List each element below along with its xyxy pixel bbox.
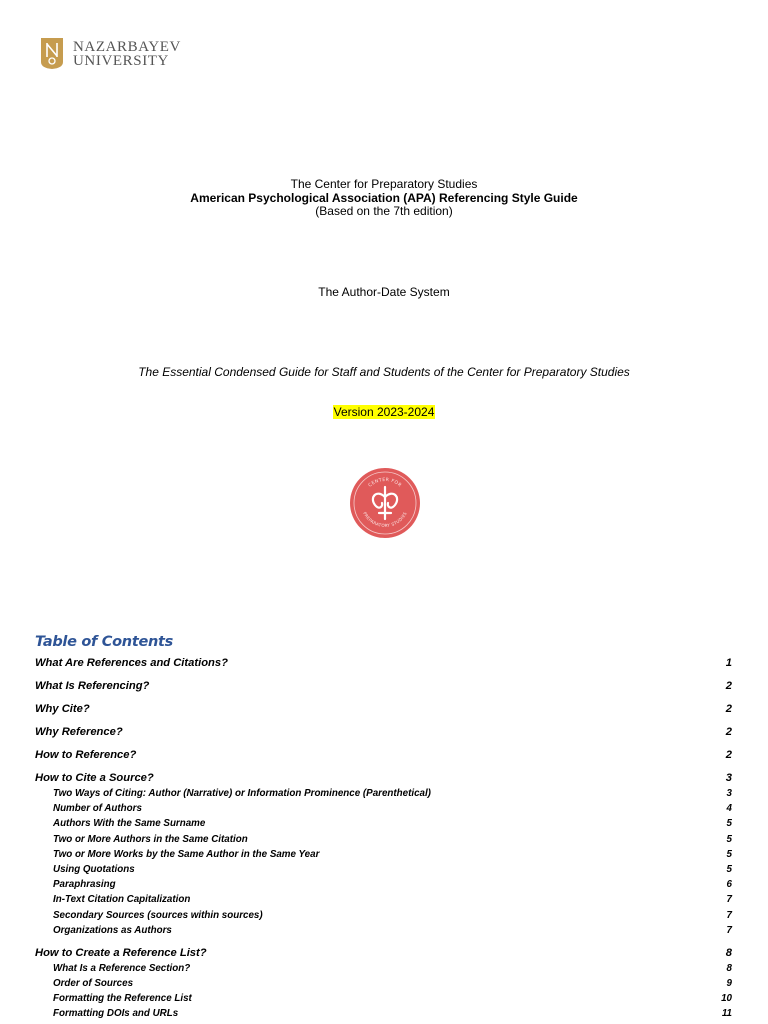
toc-entry[interactable]: [35, 725, 732, 740]
university-name: [73, 40, 181, 68]
toc-entry-page: 2: [725, 726, 732, 738]
toc-entry-title: Paraphrasing: [53, 879, 116, 891]
toc-entry-page: 8: [726, 962, 732, 974]
toc-entry-title: What Is a Reference Section?: [53, 962, 191, 974]
version-label: [0, 405, 768, 419]
toc-subentry[interactable]: [35, 877, 732, 892]
toc-subentry[interactable]: [35, 908, 732, 923]
toc-subentry[interactable]: [35, 832, 732, 847]
svg-text:CENTER FOR: CENTER FOR: [367, 477, 403, 489]
nazarbayev-university-emblem-icon: [40, 37, 64, 70]
toc-subentry[interactable]: [35, 961, 732, 976]
toc-subentry[interactable]: [35, 801, 732, 816]
toc-entry-title: Formatting the Reference List: [53, 993, 192, 1005]
toc-heading: Table of Contents: [35, 634, 173, 650]
toc-entry[interactable]: [35, 656, 732, 671]
toc-entry-title: Order of Sources: [53, 978, 134, 990]
toc-entry-title: In-Text Citation Capitalization: [53, 894, 191, 906]
table-of-contents: [35, 656, 732, 1022]
edition-note: (Based on the 7th edition): [315, 204, 453, 218]
toc-entry-page: 7: [726, 909, 732, 921]
toc-entry-title: Secondary Sources (sources within sources): [53, 909, 263, 921]
toc-subentry[interactable]: [35, 923, 732, 938]
toc-entry-page: 1: [725, 657, 732, 669]
toc-entry-page: 3: [725, 772, 732, 784]
toc-subentry[interactable]: [35, 892, 732, 907]
toc-entry-page: 11: [721, 1008, 732, 1020]
toc-entry-page: 2: [725, 680, 732, 692]
version-highlight: Version 2023-2024: [333, 405, 435, 419]
center-name: The Center for Preparatory Studies: [290, 177, 478, 191]
toc-subentry[interactable]: [35, 991, 732, 1006]
toc-entry-page: 7: [726, 924, 732, 936]
toc-entry-title: Using Quotations: [53, 863, 135, 875]
toc-subentry[interactable]: [35, 816, 732, 831]
toc-entry-page: 7: [726, 894, 732, 906]
toc-entry-title: Two Ways of Citing: Author (Narrative) or Information Prominence (Parenthetical): [53, 788, 431, 799]
toc-entry-page: 3: [726, 788, 732, 799]
toc-subentry[interactable]: [35, 1006, 732, 1021]
toc-entry-page: 4: [726, 803, 732, 815]
toc-entry-title: Number of Authors: [53, 803, 142, 815]
toc-entry-title: Two or More Authors in the Same Citation: [53, 833, 248, 845]
toc-entry-page: 9: [726, 978, 732, 990]
toc-entry[interactable]: [35, 748, 732, 763]
toc-subentry[interactable]: [35, 786, 732, 801]
university-logo: [40, 37, 181, 70]
toc-entry-title: How to Reference?: [35, 749, 137, 761]
toc-entry-title: What Are References and Citations?: [35, 657, 228, 669]
toc-entry-title: What Is Referencing?: [35, 680, 150, 692]
toc-entry[interactable]: [35, 771, 732, 786]
toc-entry-page: 2: [725, 749, 732, 761]
toc-entry[interactable]: [35, 946, 732, 961]
toc-entry-page: 5: [726, 863, 732, 875]
toc-entry-page: 10: [721, 993, 732, 1005]
center-seal: [349, 467, 421, 544]
toc-entry[interactable]: [35, 702, 732, 717]
toc-entry-title: Organizations as Authors: [53, 924, 172, 936]
toc-entry-title: How to Cite a Source?: [35, 772, 154, 784]
center-for-preparatory-studies-seal-icon: [349, 467, 421, 539]
logo-line2: UNIVERSITY: [73, 52, 169, 69]
toc-entry-page: 5: [726, 848, 732, 860]
toc-subentry[interactable]: [35, 847, 732, 862]
toc-entry-title: Formatting DOIs and URLs: [53, 1008, 179, 1020]
toc-entry-title: Why Cite?: [35, 703, 90, 715]
toc-entry[interactable]: [35, 679, 732, 694]
svg-text:PREPARATORY STUDIES: PREPARATORY STUDIES: [362, 510, 408, 529]
toc-entry-page: 5: [726, 833, 732, 845]
toc-entry-title: Authors With the Same Surname: [53, 818, 206, 830]
toc-entry-page: 6: [726, 879, 732, 891]
logo-line1: NAZARBAYEV: [73, 38, 181, 55]
toc-entry-page: 8: [725, 946, 732, 959]
toc-entry-title: Two or More Works by the Same Author in the Same Year: [53, 848, 320, 860]
subtitle: The Author-Date System: [318, 285, 450, 299]
toc-entry-page: 5: [726, 818, 732, 830]
guide-title: American Psychological Association (APA) Referencing Style Guide: [190, 190, 578, 205]
toc-entry-title: How to Create a Reference List?: [35, 946, 207, 959]
toc-subentry[interactable]: [35, 862, 732, 877]
toc-entry-page: 2: [725, 703, 732, 715]
toc-subentry[interactable]: [35, 976, 732, 991]
title-block: [0, 178, 768, 219]
toc-entry-title: Why Reference?: [35, 726, 123, 738]
tagline: The Essential Condensed Guide for Staff and Students of the Center for Preparatory Studies: [138, 365, 630, 379]
